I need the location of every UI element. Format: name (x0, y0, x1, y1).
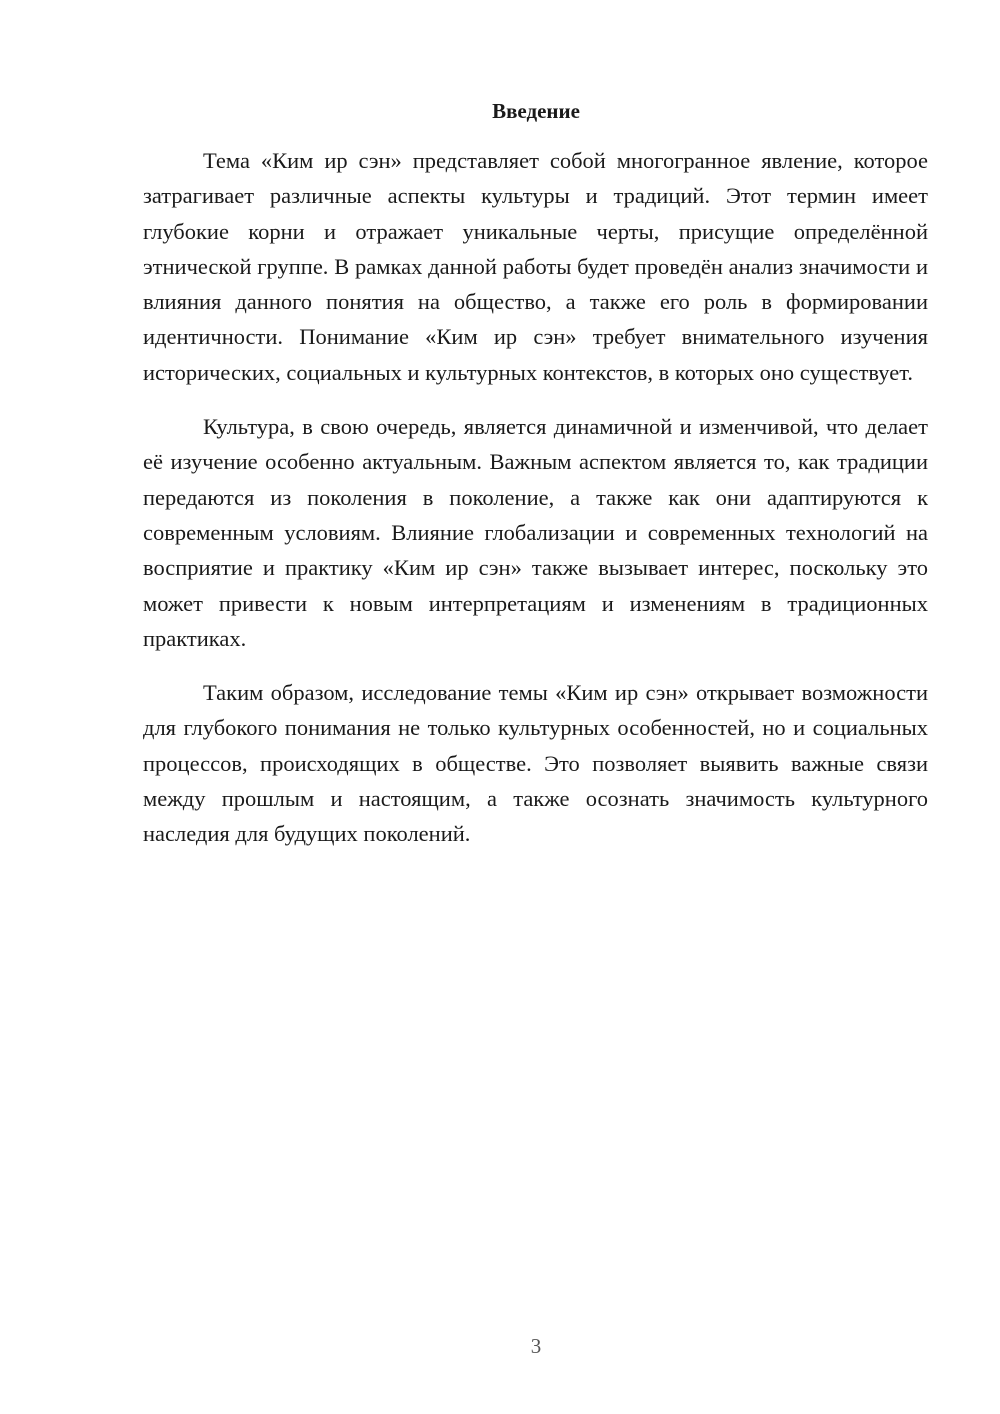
paragraph-2: Культура, в свою очередь, является динамичной и изменчивой, что делает её изучение особенно актуальным. Важным аспектом является то, как традиции передаются из поколения в поколение, а также как они адаптируются к современным условиям. Влияние глобализации и современных технологий на восприятие и практику «Ким ир сэн» также вызывает интерес, поскольку это может привести к новым интерпретациям и изменениям в традиционных практиках. (143, 414, 928, 651)
paragraph-3: Таким образом, исследование темы «Ким ир сэн» открывает возможности для глубокого понимания не только культурных особенностей, но и социальных процессов, происходящих в обществе. Это позволяет выявить важные связи между прошлым и настоящим, а также осознать значимость культурного наследия для будущих поколений. (143, 680, 928, 847)
body-text (143, 143, 928, 852)
page-number: 3 (530, 1334, 542, 1358)
section-heading: Введение (492, 99, 580, 123)
paragraph-1: Тема «Ким ир сэн» представляет собой многогранное явление, которое затрагивает различные аспекты культуры и традиций. Этот термин имеет глубокие корни и отражает уникальные черты, присущие определённой этнической группе. В рамках данной работы будет проведён анализ значимости и влияния данного понятия на общество, а также его роль в формировании идентичности. Понимание «Ким ир сэн» требует внимательного изучения исторических, социальных и культурных контекстов, в которых оно существует. (143, 148, 928, 385)
